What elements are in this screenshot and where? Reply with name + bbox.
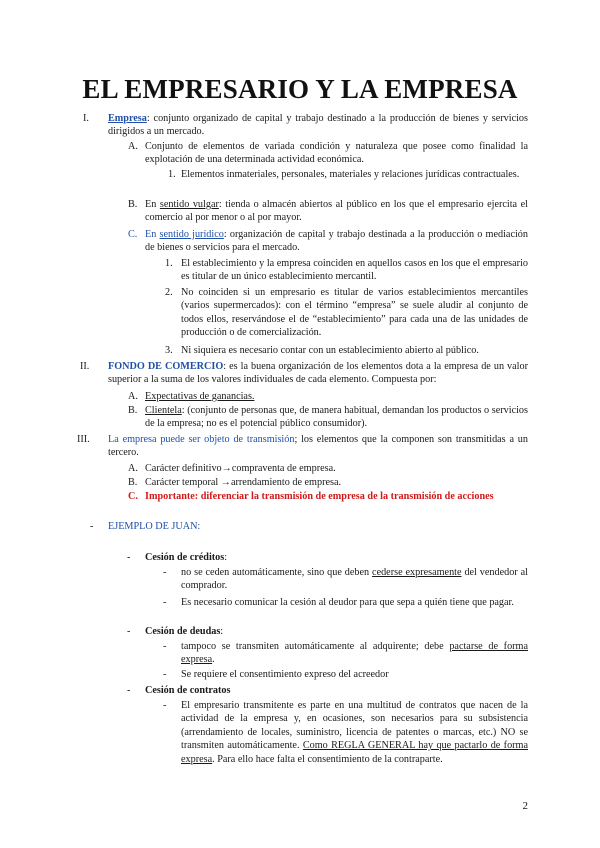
section-1-number: I.: [83, 113, 89, 124]
section-1-c-number: C.: [128, 229, 138, 240]
section-1-c3-text: Ni siquiera es necesario contar con un establecimiento abierto al público.: [181, 345, 479, 356]
fondo-de-comercio-term: FONDO DE COMERCIO: [108, 361, 224, 372]
creditos-bullet: -: [127, 552, 131, 563]
section-2-number: II.: [80, 361, 90, 372]
deudas-heading: Cesión de deudas:: [145, 626, 224, 637]
sentido-juridico-term: sentido jurídico: [159, 229, 224, 240]
clientela-term: Clientela: [145, 405, 182, 416]
transmision-term: La empresa puede ser objeto de transmisión: [108, 434, 295, 445]
page-title: EL EMPRESARIO Y LA EMPRESA: [82, 74, 518, 104]
section-3-b-number: B.: [128, 477, 138, 488]
section-1-text: [108, 112, 528, 139]
deudas-item-2-bullet: -: [163, 669, 167, 680]
deudas-item-2: Se requiere el consentimiento expreso del acreedor: [181, 669, 389, 680]
section-2-a-number: A.: [128, 391, 138, 402]
creditos-item-2: Es necesario comunicar la cesión al deudor para que sepa a quién tiene que pagar.: [181, 597, 514, 608]
deudas-bullet: -: [127, 626, 131, 637]
creditos-heading: Cesión de créditos:: [145, 552, 228, 563]
section-2-a-text: Expectativas de ganancias.: [145, 391, 255, 402]
section-1-b-number: B.: [128, 199, 138, 210]
section-3-text: La empresa puede ser objeto de transmisión; los elementos que la componen son transmitidas a un tercero.: [108, 434, 528, 459]
section-2-text: FONDO DE COMERCIO: es la buena organización de los elementos dota a la empresa de un valor superior a la suma de los valores individuales de cada elemento. Compuesta por:: [108, 361, 528, 386]
section-1-c1-number: 1.: [165, 258, 173, 269]
section-3-number: III.: [77, 434, 90, 445]
contratos-item-1: El empresario transmitente es parte en una multitud de contratos que nacen de la actividad de la empresa y, en ocasiones, son necesarios para su subsistencia (arrendamiento de locales, suministro, licencia de patentes o marcas, etc.) NO se transmiten automáticamente. Como REGLA GENERAL hay que pactarlo de forma expresa. Para ello hace falta el consentimiento de la contraparte.: [181, 700, 528, 765]
deudas-item-1: tampoco se transmiten automáticamente al adquirente; debe pactarse de forma expresa.: [181, 641, 528, 666]
section-1-c2-number: 2.: [165, 287, 173, 298]
example-bullet: -: [90, 521, 94, 532]
example-title: EJEMPLO DE JUAN:: [108, 521, 201, 532]
contratos-heading: Cesión de contratos: [145, 685, 231, 696]
contratos-bullet: -: [127, 685, 131, 696]
section-3-a-number: A.: [128, 463, 138, 474]
section-3-c-text: Importante: diferenciar la transmisión de empresa de la transmisión de acciones: [145, 491, 494, 502]
section-1-a1-text: Elementos inmateriales, personales, materiales y relaciones jurídicas contractuales.: [181, 169, 520, 180]
sentido-vulgar-term: sentido vulgar: [159, 199, 219, 210]
section-1-b-text: En sentido vulgar: tienda o almacén abiertos al público en los que el empresario ejercita el comercio al por menor o al por mayor.: [145, 199, 528, 224]
section-3-b-text: Carácter temporal →arrendamiento de empresa.: [145, 477, 342, 488]
section-1-c-text: En sentido jurídico: organización de capital y trabajo destinada a la producción o mediación de bienes o servicios para el mercado.: [145, 229, 528, 254]
section-1-a1-number: 1.: [168, 169, 176, 180]
section-1-a-number: A.: [128, 141, 138, 152]
section-1-c1-text: El establecimiento y la empresa coinciden en aquellos casos en los que el empresario es titular de un único establecimiento mercantil.: [181, 258, 528, 283]
section-1-c2-text: No coinciden si un empresario es titular de varios establecimientos mercantiles (varios supermercados): con el término “empresa” se suele aludir al conjunto de todos ellos, reservándose el de “establecimiento” para cada una de las unidades de producción o de comercialización.: [181, 287, 528, 339]
deudas-item-1-bullet: -: [163, 641, 167, 652]
creditos-item-2-bullet: -: [163, 597, 167, 608]
page-number: 2: [522, 800, 528, 812]
section-1-a-text: Conjunto de elementos de variada condición y naturaleza que posee como finalidad la explotación de una determinada actividad económica.: [145, 141, 528, 166]
section-3-a-text: Carácter definitivo→compraventa de empresa.: [145, 463, 336, 474]
empresa-term: Empresa: [108, 113, 147, 124]
section-2-b-number: B.: [128, 405, 138, 416]
contratos-item-1-bullet: -: [163, 700, 167, 711]
section-1-definition: : conjunto organizado de capital y trabajo destinado a la producción de bienes y servicios dirigidos a un mercado.: [108, 113, 528, 138]
section-2-b-text: Clientela: (conjunto de personas que, de manera habitual, demandan los productos o servicios de la empresa; no es el potencial público consumidor).: [145, 405, 528, 430]
section-3-c-number: C.: [128, 491, 138, 502]
creditos-item-1: no se ceden automáticamente, sino que deben cederse expresamente del vendedor al comprador.: [181, 567, 528, 592]
creditos-item-1-bullet: -: [163, 567, 167, 578]
section-1-c3-number: 3.: [165, 345, 173, 356]
